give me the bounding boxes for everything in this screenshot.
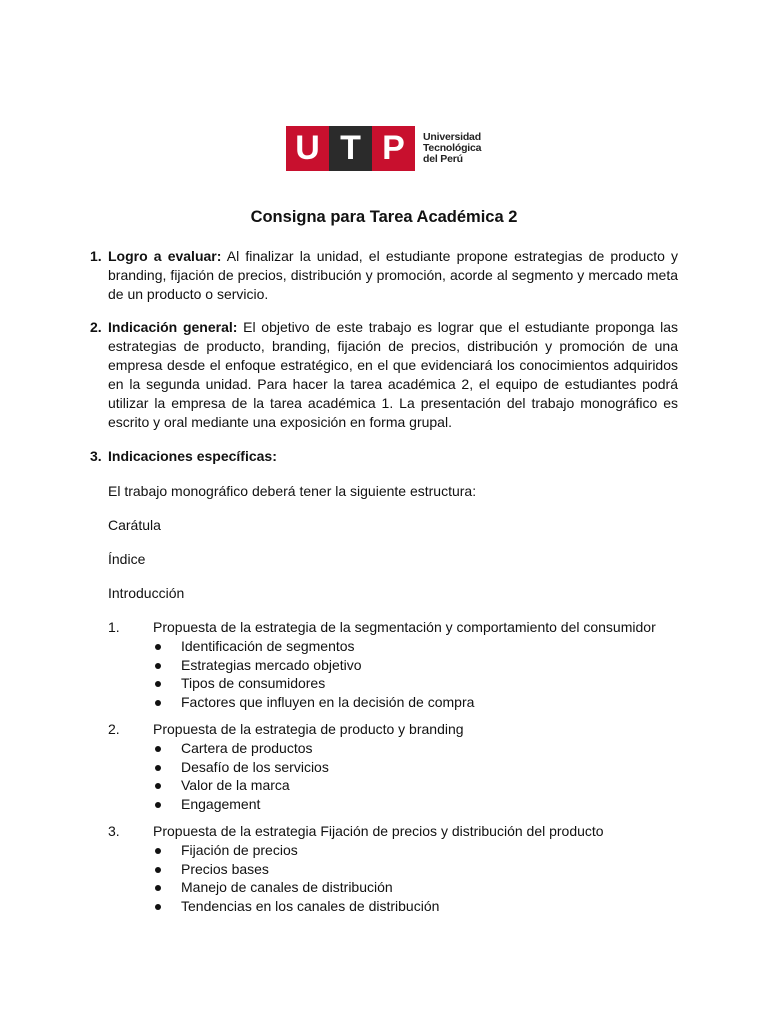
utp-logo — [286, 126, 481, 171]
list-item-text: Tendencias en los canales de distribución — [181, 898, 440, 915]
logo-letter-t: T — [329, 126, 372, 171]
section-number: 2. — [90, 319, 102, 335]
structure-item-number: 3. — [108, 823, 120, 839]
list-item — [153, 674, 688, 693]
bullet-icon — [155, 681, 161, 687]
list-item — [153, 693, 688, 712]
logo-university-name — [423, 126, 481, 171]
list-item — [153, 637, 688, 656]
structure-item-number: 2. — [108, 721, 120, 737]
list-item-text: Fijación de precios — [181, 842, 298, 858]
structure-item-title: Propuesta de la estrategia de la segmentación y comportamiento del consumidor — [153, 619, 656, 635]
section-lead: Logro a evaluar: — [108, 248, 222, 264]
section-number: 1. — [90, 248, 102, 264]
section-body — [108, 247, 678, 304]
bullet-icon — [155, 644, 161, 650]
bullet-icon — [155, 700, 161, 706]
list-item-text: Valor de la marca — [181, 777, 290, 794]
bullet-list — [153, 637, 688, 712]
structure-intro: El trabajo monográfico deberá tener la siguiente estructura: — [108, 483, 477, 499]
bullet-icon — [155, 885, 161, 891]
section-body — [108, 447, 678, 466]
structure-item-number: 1. — [108, 619, 120, 635]
list-item-text: Engagement — [181, 796, 261, 813]
list-item — [153, 776, 688, 795]
section-lead: Indicaciones específicas: — [108, 448, 277, 464]
structure-item — [108, 618, 688, 712]
section-indicacion-general — [90, 318, 678, 432]
list-item-text: Manejo de canales de distribución — [181, 879, 393, 896]
list-item-text: Estrategias mercado objetivo — [181, 656, 362, 673]
list-item-text: Desafío de los servicios — [181, 758, 329, 775]
list-item-text: Identificación de segmentos — [181, 638, 355, 654]
list-item-text: Cartera de productos — [181, 740, 313, 756]
bullet-icon — [155, 802, 161, 808]
bullet-list — [153, 841, 688, 916]
logo-letter-p: P — [372, 126, 415, 171]
section-indicaciones-especificas — [90, 447, 678, 466]
structure-item — [108, 822, 688, 916]
structure-item-heading — [108, 720, 688, 739]
structure-item-heading — [108, 618, 688, 637]
bullet-icon — [155, 904, 161, 910]
list-item — [153, 878, 688, 897]
document-title: Consigna para Tarea Académica 2 — [250, 208, 518, 226]
bullet-icon — [155, 746, 161, 752]
list-item-text: Precios bases — [181, 860, 269, 877]
logo-letter-u: U — [286, 126, 329, 171]
logo-name-line: del Perú — [423, 153, 463, 165]
logo-name-line: Universidad — [423, 131, 481, 143]
bullet-icon — [155, 848, 161, 854]
structure-item-title: Propuesta de la estrategia de producto y branding — [153, 721, 464, 737]
section-lead: Indicación general: — [108, 319, 238, 335]
bullet-icon — [155, 765, 161, 771]
list-item-text: Factores que influyen en la decisión de compra — [181, 694, 475, 711]
bullet-icon — [155, 867, 161, 873]
list-item-text: Tipos de consumidores — [181, 675, 326, 692]
structure-item-title: Propuesta de la estrategia Fijación de precios y distribución del producto — [153, 823, 604, 839]
section-text: Al finalizar la unidad, el estudiante propone estrategias de producto y branding, fijación de precios, distribución y promoción, acorde al segmento y mercado meta de un producto o servicio. — [108, 248, 678, 302]
list-item — [153, 897, 688, 916]
list-item — [153, 795, 688, 814]
section-logro — [90, 247, 678, 304]
structure-item-heading — [108, 822, 688, 841]
structure-indice: Índice — [108, 551, 146, 567]
section-number: 3. — [90, 448, 102, 464]
logo-letters — [286, 126, 415, 171]
bullet-icon — [155, 663, 161, 669]
structure-item — [108, 720, 688, 814]
structure-introduccion: Introducción — [108, 585, 185, 601]
section-text: El objetivo de este trabajo es lograr que el estudiante proponga las estrategias de producto, branding, fijación de precios, distribución y promoción de una empresa desde el enfoque estratégico, en el que evidenciará los conocimientos adquiridos en la segunda unidad. Para hacer la tarea académica 2, el equipo de estudiantes podrá utilizar la empresa de la tarea académica 1. La presentación del trabajo monográfico es escrito y oral mediante una exposición en forma grupal. — [108, 319, 678, 430]
list-item — [153, 758, 688, 777]
bullet-icon — [155, 783, 161, 789]
section-body — [108, 318, 678, 432]
list-item — [153, 860, 688, 879]
bullet-list — [153, 739, 688, 814]
list-item — [153, 656, 688, 675]
list-item — [153, 841, 688, 860]
structure-caratula: Carátula — [108, 517, 161, 533]
logo-name-line: Tecnológica — [423, 142, 482, 154]
list-item — [153, 739, 688, 758]
